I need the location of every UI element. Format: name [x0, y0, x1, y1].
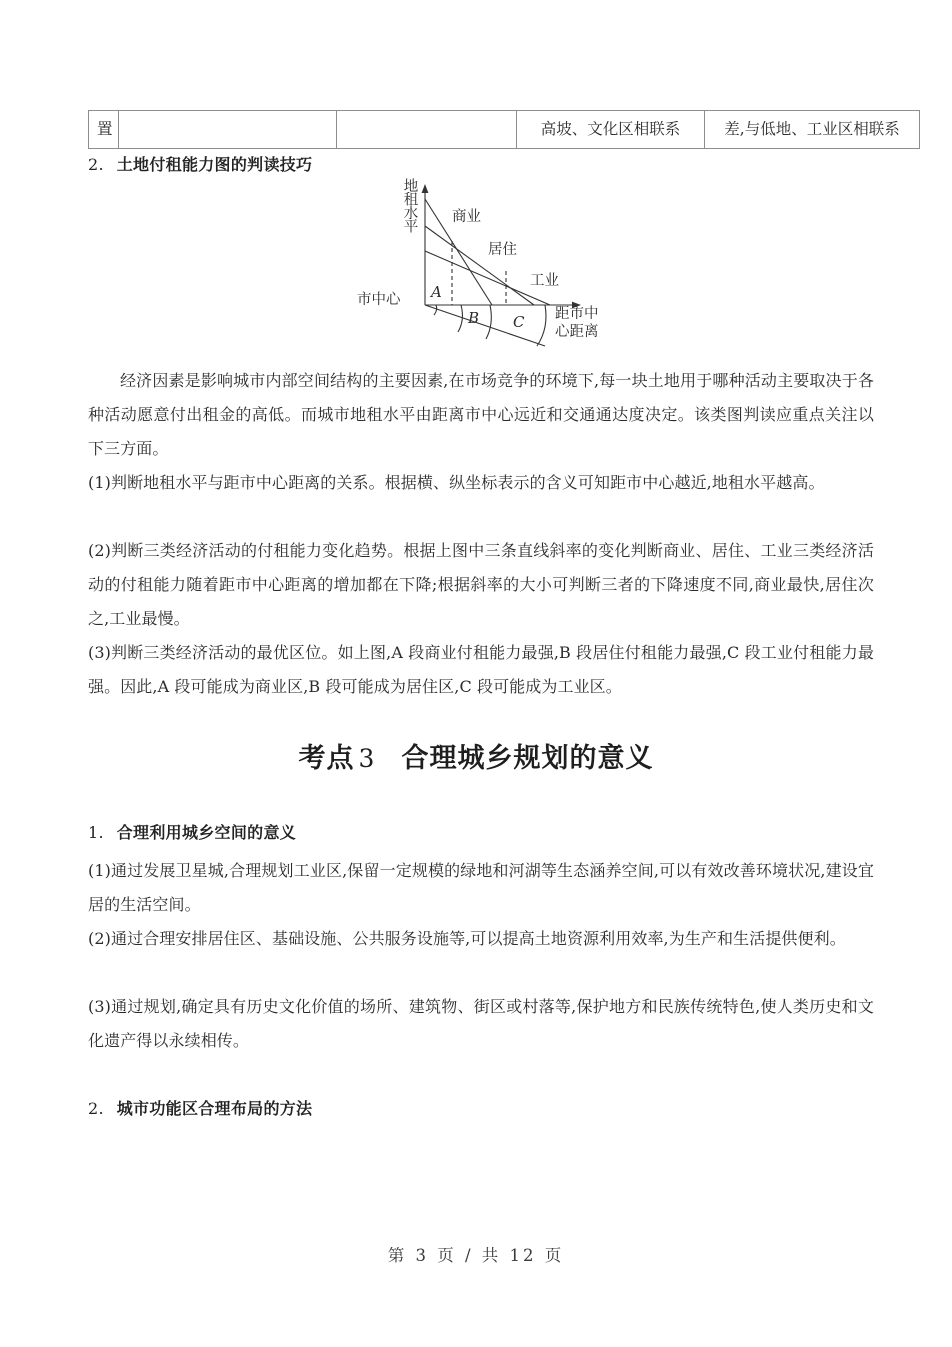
curve-label-commercial: 商业	[452, 209, 481, 225]
paragraph-point-2: (2)判断三类经济活动的付租能力变化趋势。根据上图中三条直线斜率的变化判断商业、居住、工业三类经济活动的付租能力随着距市中心距离的增加都在下降;根据斜率的大小可判断三者的下降速度不同,商业最快,居住次之,工业最慢。	[88, 541, 874, 628]
fan-lower-edge	[425, 305, 545, 346]
fan-arc-0	[434, 305, 437, 315]
urban-rural-item-1: (1)通过发展卫星城,合理规划工业区,保留一定规模的绿地和河湖等生态涵养空间,可以有效改善环境状况,建设宜居的生活空间。	[88, 861, 874, 914]
table-cell-empty-1	[119, 111, 337, 149]
y-axis-label: 地租水平	[401, 178, 418, 232]
heading-index: 2.	[88, 155, 104, 174]
section-heading-number: 3	[358, 744, 376, 773]
zone-label-c: C	[513, 313, 525, 331]
x-axis-label-line2: 心距离	[555, 324, 599, 340]
fan-outer-arc	[537, 305, 546, 346]
heading-land-rent-chart	[88, 152, 312, 175]
bid-rent-diagram-svg	[330, 168, 660, 350]
page-footer: 第 3 页 / 共 12 页	[387, 1246, 565, 1265]
section-heading-3	[0, 736, 952, 775]
paragraph-point-3: (3)判断三类经济活动的最优区位。如上图,A 段商业付租能力最强,B 段居住付租能力最强,C 段工业付租能力最强。因此,A 段可能成为商业区,B 段可能成为居住区,C 段可能成为工业区。	[88, 643, 874, 696]
y-axis-arrowhead	[422, 184, 429, 193]
heading-text: 城市功能区合理布局的方法	[116, 1099, 313, 1118]
fan-arc-2	[486, 305, 491, 339]
paragraph-economic-factors: 经济因素是影响城市内部空间结构的主要因素,在市场竞争的环境下,每一块土地用于哪种活动主要取决于各种活动愿意付出租金的高低。而城市地租水平由距离市中心远近和交通通达度决定。该类图判读应重点关注以下三方面。	[88, 371, 874, 458]
table-row	[89, 111, 920, 149]
zone-label-a: A	[431, 283, 442, 301]
table-cell-empty-2	[337, 111, 517, 149]
table-cell-label: 置	[89, 111, 119, 149]
heading-text: 土地付租能力图的判读技巧	[116, 155, 313, 174]
heading-function-zone-layout	[88, 1096, 312, 1119]
fan-arc-1	[458, 305, 462, 332]
heading-urban-rural-space	[88, 820, 296, 843]
attributes-table	[88, 110, 920, 149]
zone-label-b: B	[468, 309, 480, 327]
curve-label-industrial: 工业	[530, 273, 559, 289]
table-fragment	[88, 110, 900, 149]
section-heading-prefix: 考点	[298, 743, 355, 774]
heading-text: 合理利用城乡空间的意义	[116, 823, 297, 842]
heading-index: 2.	[88, 1099, 104, 1118]
table-cell-value-2: 差,与低地、工业区相联系	[705, 111, 920, 149]
urban-rural-item-2: (2)通过合理安排居住区、基础设施、公共服务设施等,可以提高土地资源利用效率,为生产和生活提供便利。	[88, 929, 846, 948]
paragraph-point-1: (1)判断地租水平与距市中心距离的关系。根据横、纵坐标表示的含义可知距市中心越近,地租水平越高。	[88, 473, 825, 492]
heading-index: 1.	[88, 823, 104, 842]
table-cell-value-1: 高坡、文化区相联系	[517, 111, 705, 149]
urban-rural-item-3: (3)通过规划,确定具有历史文化价值的场所、建筑物、街区或村落等,保护地方和民族传统特色,使人类历史和文化遗产得以永续相传。	[88, 997, 874, 1050]
bid-rent-figure	[330, 168, 660, 350]
x-axis-label-line1: 距市中	[555, 306, 599, 322]
section-heading-title: 合理城乡规划的意义	[401, 743, 654, 774]
curve-label-residential: 居住	[488, 242, 517, 258]
origin-label-city-center: 市中心	[357, 292, 401, 308]
